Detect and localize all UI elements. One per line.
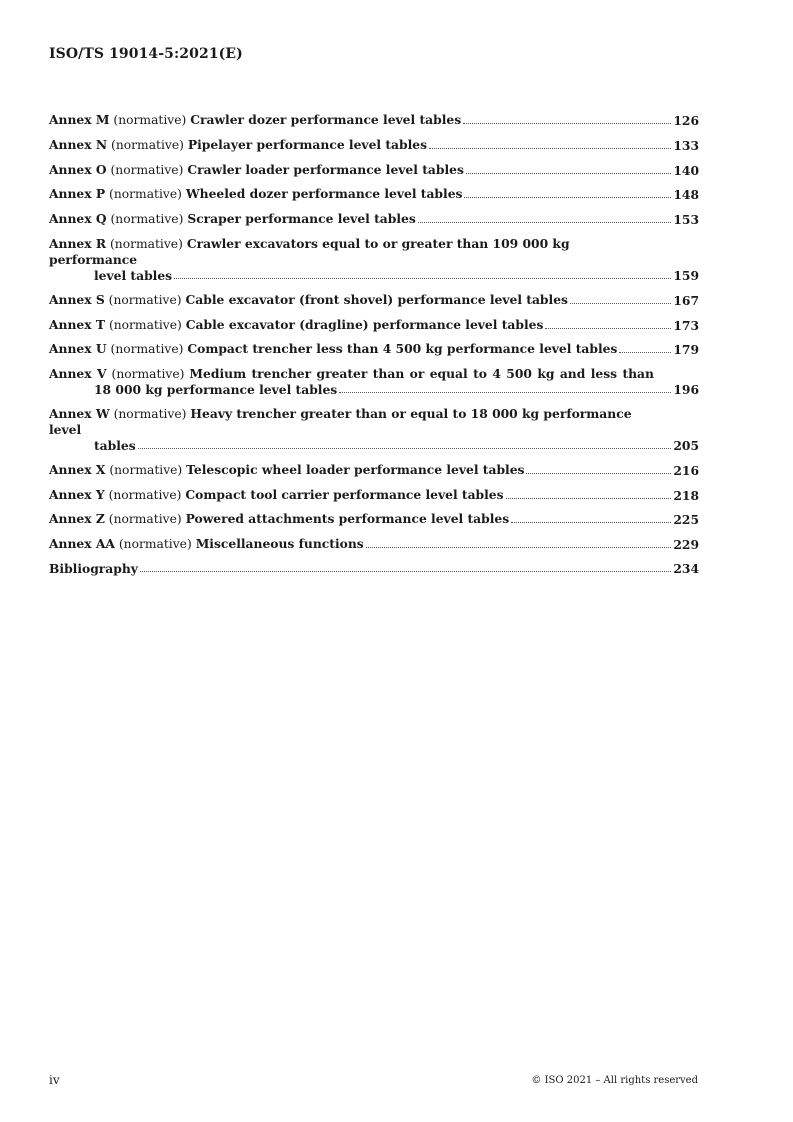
toc-entry-annex-o[interactable] <box>49 162 699 178</box>
toc-annex-title-continued: level tables <box>94 267 173 283</box>
toc-annex-label: Annex O <box>49 161 107 177</box>
toc-annex-title: Compact trencher less than 4 500 kg performance level tables <box>187 341 618 357</box>
toc-annex-title: Pipelayer performance level tables <box>187 136 428 152</box>
toc-page-number: 153 <box>673 212 699 228</box>
toc-entry-annex-z[interactable] <box>49 511 699 527</box>
toc-dot-leader <box>429 148 671 149</box>
toc-page-number: 126 <box>673 113 699 128</box>
toc-annex-title: Compact tool carrier performance level tables <box>185 486 504 502</box>
toc-page-number: 229 <box>673 537 699 553</box>
toc-annex-title: Heavy trencher greater than or equal to 18 000 kg performance level <box>49 405 632 437</box>
toc-dot-leader <box>545 328 671 329</box>
toc-page-number: 218 <box>673 487 699 503</box>
page-number: iv <box>49 1073 60 1087</box>
toc-annex-title: Scraper performance level tables <box>187 211 416 227</box>
toc-entry-annex-p[interactable] <box>49 186 699 202</box>
toc-dot-leader <box>619 352 671 353</box>
toc-annex-label: Annex V <box>49 366 107 382</box>
toc-entry-annex-y[interactable] <box>49 487 699 503</box>
toc-annex-kind: (normative) <box>111 367 185 382</box>
toc-annex-title: Cable excavator (dragline) performance level tables <box>185 316 544 332</box>
toc-page-number: 225 <box>673 512 699 528</box>
toc-annex-kind: (normative) <box>109 462 183 477</box>
toc-entry-annex-w[interactable] <box>49 406 699 453</box>
toc-annex-title: Crawler loader performance level tables <box>187 161 464 177</box>
toc-annex-label: Annex R <box>49 235 107 251</box>
toc-dot-leader <box>366 547 672 548</box>
toc-dot-leader <box>174 278 671 279</box>
toc-page-number: 234 <box>673 560 699 576</box>
toc-entry-annex-x[interactable] <box>49 462 699 478</box>
table-of-contents <box>49 112 699 585</box>
toc-dot-leader <box>418 222 672 223</box>
toc-page-number: 179 <box>673 342 699 358</box>
toc-annex-kind: (normative) <box>110 236 183 251</box>
toc-bibliography-label: Bibliography <box>49 560 138 576</box>
toc-page-number: 216 <box>673 462 699 478</box>
toc-annex-kind: (normative) <box>110 162 184 177</box>
toc-annex-title: Cable excavator (front shovel) performance level tables <box>185 291 568 307</box>
toc-dot-leader <box>526 473 671 474</box>
toc-entry-annex-q[interactable] <box>49 211 699 227</box>
toc-dot-leader <box>506 498 672 499</box>
toc-annex-title: Crawler excavators equal to or greater than 109 000 kg performance <box>49 235 570 267</box>
toc-dot-leader <box>339 392 671 393</box>
toc-page-number: 196 <box>673 382 699 398</box>
toc-dot-leader <box>511 522 671 523</box>
toc-annex-title: Medium trencher greater than or equal to 4 500 kg and less than <box>189 366 654 382</box>
toc-annex-kind: (normative) <box>113 406 187 421</box>
toc-entry-annex-u[interactable] <box>49 341 699 357</box>
toc-page-number: 140 <box>673 162 699 178</box>
toc-annex-kind: (normative) <box>109 187 182 202</box>
toc-annex-label: Annex U <box>49 341 107 357</box>
toc-annex-kind: (normative) <box>108 487 182 502</box>
toc-annex-kind: (normative) <box>113 113 187 127</box>
toc-annex-kind: (normative) <box>108 317 182 332</box>
toc-entry-annex-n[interactable] <box>49 137 699 153</box>
toc-annex-title: Miscellaneous functions <box>195 536 364 552</box>
toc-annex-title: Crawler dozer performance level tables <box>190 112 462 127</box>
toc-dot-leader <box>570 303 671 304</box>
toc-page-number: 148 <box>673 187 699 203</box>
toc-annex-label: Annex Y <box>49 486 105 502</box>
toc-annex-label: Annex Z <box>49 511 105 527</box>
toc-annex-kind: (normative) <box>108 512 182 527</box>
toc-annex-label: Annex P <box>49 186 106 202</box>
toc-annex-kind: (normative) <box>108 292 182 307</box>
toc-annex-kind: (normative) <box>118 537 192 552</box>
toc-annex-title-continued: tables <box>94 437 136 453</box>
toc-annex-label: Annex T <box>49 316 106 332</box>
toc-entry-annex-v[interactable] <box>49 366 699 397</box>
toc-dot-leader <box>138 448 672 449</box>
toc-page-number: 205 <box>673 437 699 453</box>
toc-page-number: 173 <box>673 317 699 333</box>
toc-annex-title: Telescopic wheel loader performance level tables <box>186 461 525 477</box>
toc-page-number: 167 <box>673 292 699 308</box>
copyright-notice: © ISO 2021 – All rights reserved <box>531 1075 698 1086</box>
document-identifier: ISO/TS 19014-5:2021(E) <box>49 46 243 62</box>
toc-dot-leader <box>463 123 671 124</box>
toc-annex-kind: (normative) <box>110 342 184 357</box>
toc-annex-label: Annex AA <box>49 536 115 552</box>
toc-entry-annex-aa[interactable] <box>49 536 699 552</box>
toc-annex-kind: (normative) <box>111 137 184 152</box>
toc-annex-title: Wheeled dozer performance level tables <box>185 186 463 202</box>
toc-annex-label: Annex S <box>49 291 105 307</box>
toc-annex-label: Annex M <box>49 112 110 127</box>
toc-annex-label: Annex N <box>49 136 108 152</box>
toc-dot-leader <box>140 571 671 572</box>
toc-entry-annex-r[interactable] <box>49 236 699 283</box>
toc-annex-label: Annex W <box>49 405 110 421</box>
toc-annex-kind: (normative) <box>110 212 184 227</box>
toc-page-number: 159 <box>673 267 699 283</box>
toc-entry-annex-m[interactable] <box>49 112 699 128</box>
toc-annex-title: Powered attachments performance level tables <box>185 511 510 527</box>
toc-entry-annex-s[interactable] <box>49 292 699 308</box>
toc-dot-leader <box>464 197 671 198</box>
toc-entry-bibliography[interactable] <box>49 561 699 576</box>
toc-dot-leader <box>466 173 671 174</box>
toc-annex-label: Annex Q <box>49 211 107 227</box>
toc-annex-title-continued: 18 000 kg performance level tables <box>94 382 338 398</box>
toc-annex-label: Annex X <box>49 461 106 477</box>
toc-entry-annex-t[interactable] <box>49 317 699 333</box>
toc-page-number: 133 <box>673 137 699 153</box>
